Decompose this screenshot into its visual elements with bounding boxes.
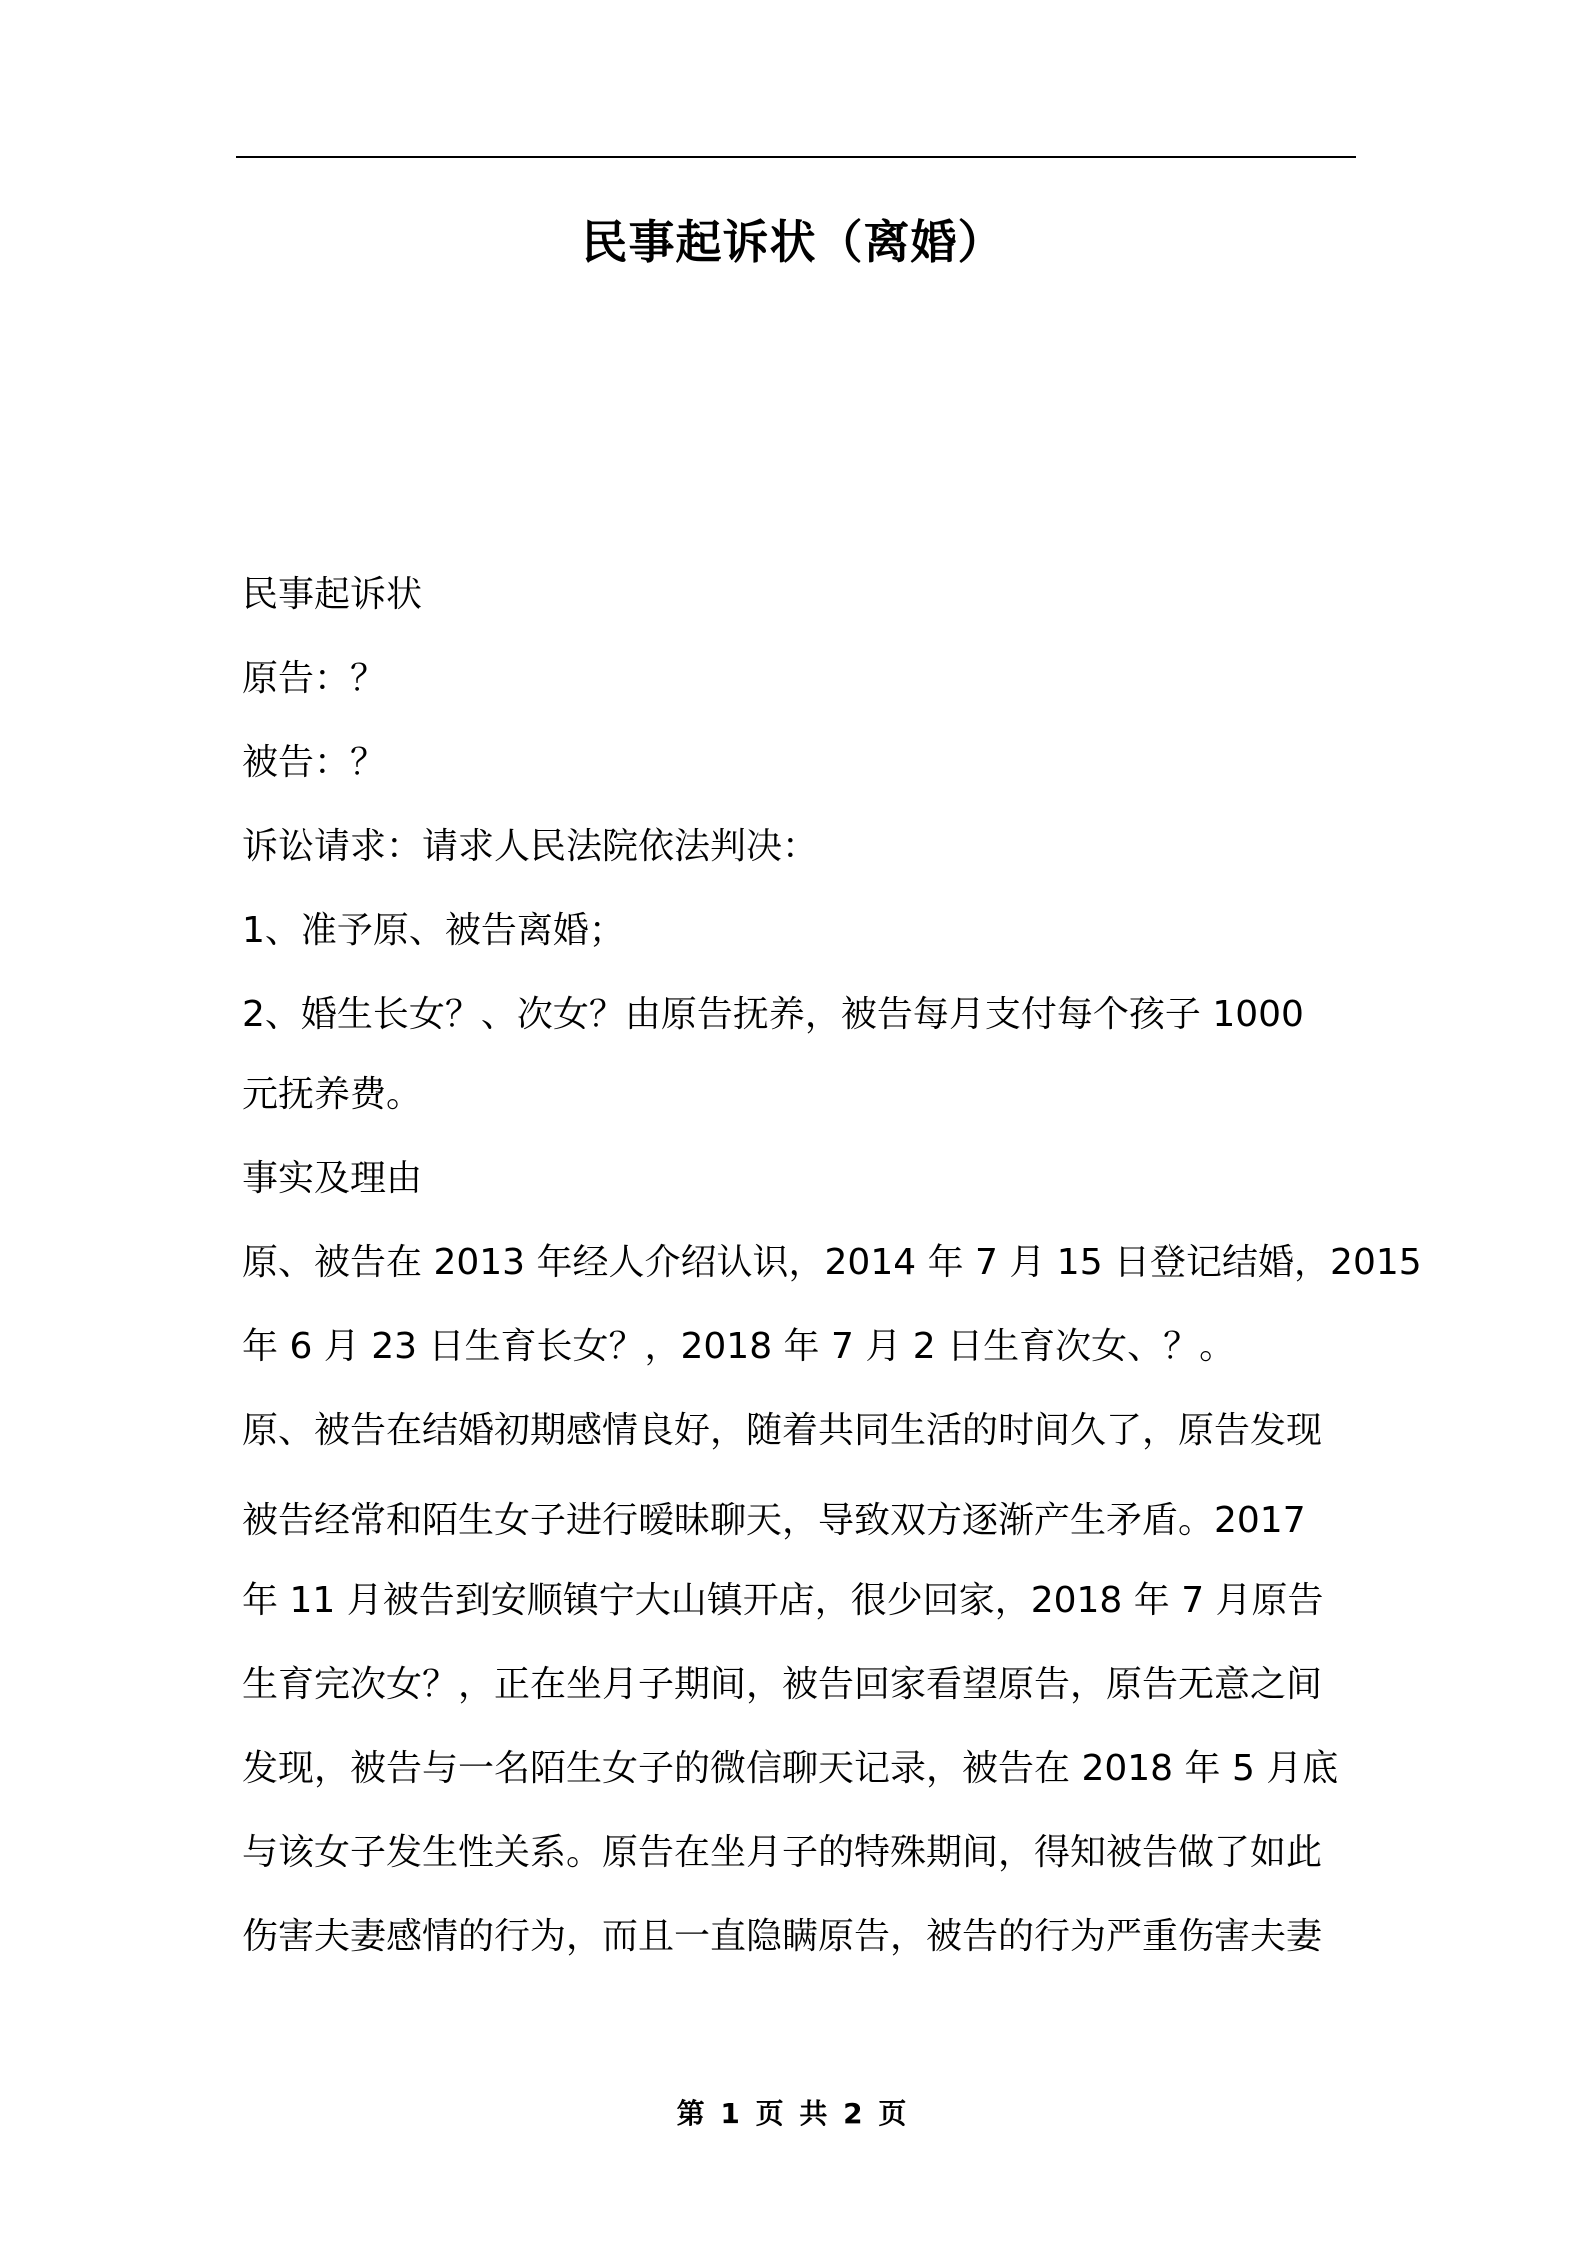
- line-claim-2-cont: 元抚养费。: [242, 1074, 423, 1115]
- line-paragraph: 伤害夫妻感情的行为，而且一直隐瞒原告，被告的行为严重伤害夫妻: [242, 1916, 1323, 1957]
- line-paragraph: 生育完次女？，正在坐月子期间，被告回家看望原告，原告无意之间: [242, 1664, 1323, 1705]
- line-paragraph: 发现，被告与一名陌生女子的微信聊天记录，被告在 2018 年 5 月底: [242, 1748, 1339, 1789]
- line-plaintiff: 原告：？: [242, 658, 387, 699]
- line-claim-2: 2、婚生长女？、次女？由原告抚养，被告每月支付每个孩子 1000: [242, 994, 1304, 1035]
- page-number: 第 1 页 共 2 页: [676, 2097, 910, 2130]
- line-claim-1: 1、准予原、被告离婚；: [242, 910, 625, 951]
- line-claims: 诉讼请求：请求人民法院依法判决：: [242, 826, 819, 867]
- line-paragraph: 原、被告在结婚初期感情良好，随着共同生活的时间久了，原告发现: [242, 1410, 1323, 1451]
- line-paragraph: 年 11 月被告到安顺镇宁大山镇开店，很少回家，2018 年 7 月原告: [242, 1580, 1324, 1621]
- line-facts-heading: 事实及理由: [242, 1158, 423, 1199]
- line-paragraph: 原、被告在 2013 年经人介绍认识，2014 年 7 月 15 日登记结婚，2015: [242, 1242, 1422, 1283]
- line-paragraph: 年 6 月 23 日生育长女？，2018 年 7 月 2 日生育次女、？。: [242, 1326, 1236, 1367]
- line-paragraph: 被告经常和陌生女子进行暧昧聊天，导致双方逐渐产生矛盾。2017: [242, 1500, 1306, 1541]
- header-rule: [236, 156, 1356, 158]
- document-title: 民事起诉状（离婚）: [581, 215, 1005, 269]
- line-paragraph: 与该女子发生性关系。原告在坐月子的特殊期间，得知被告做了如此: [242, 1832, 1323, 1873]
- line-defendant: 被告：？: [242, 742, 387, 783]
- line-heading: 民事起诉状: [242, 574, 423, 615]
